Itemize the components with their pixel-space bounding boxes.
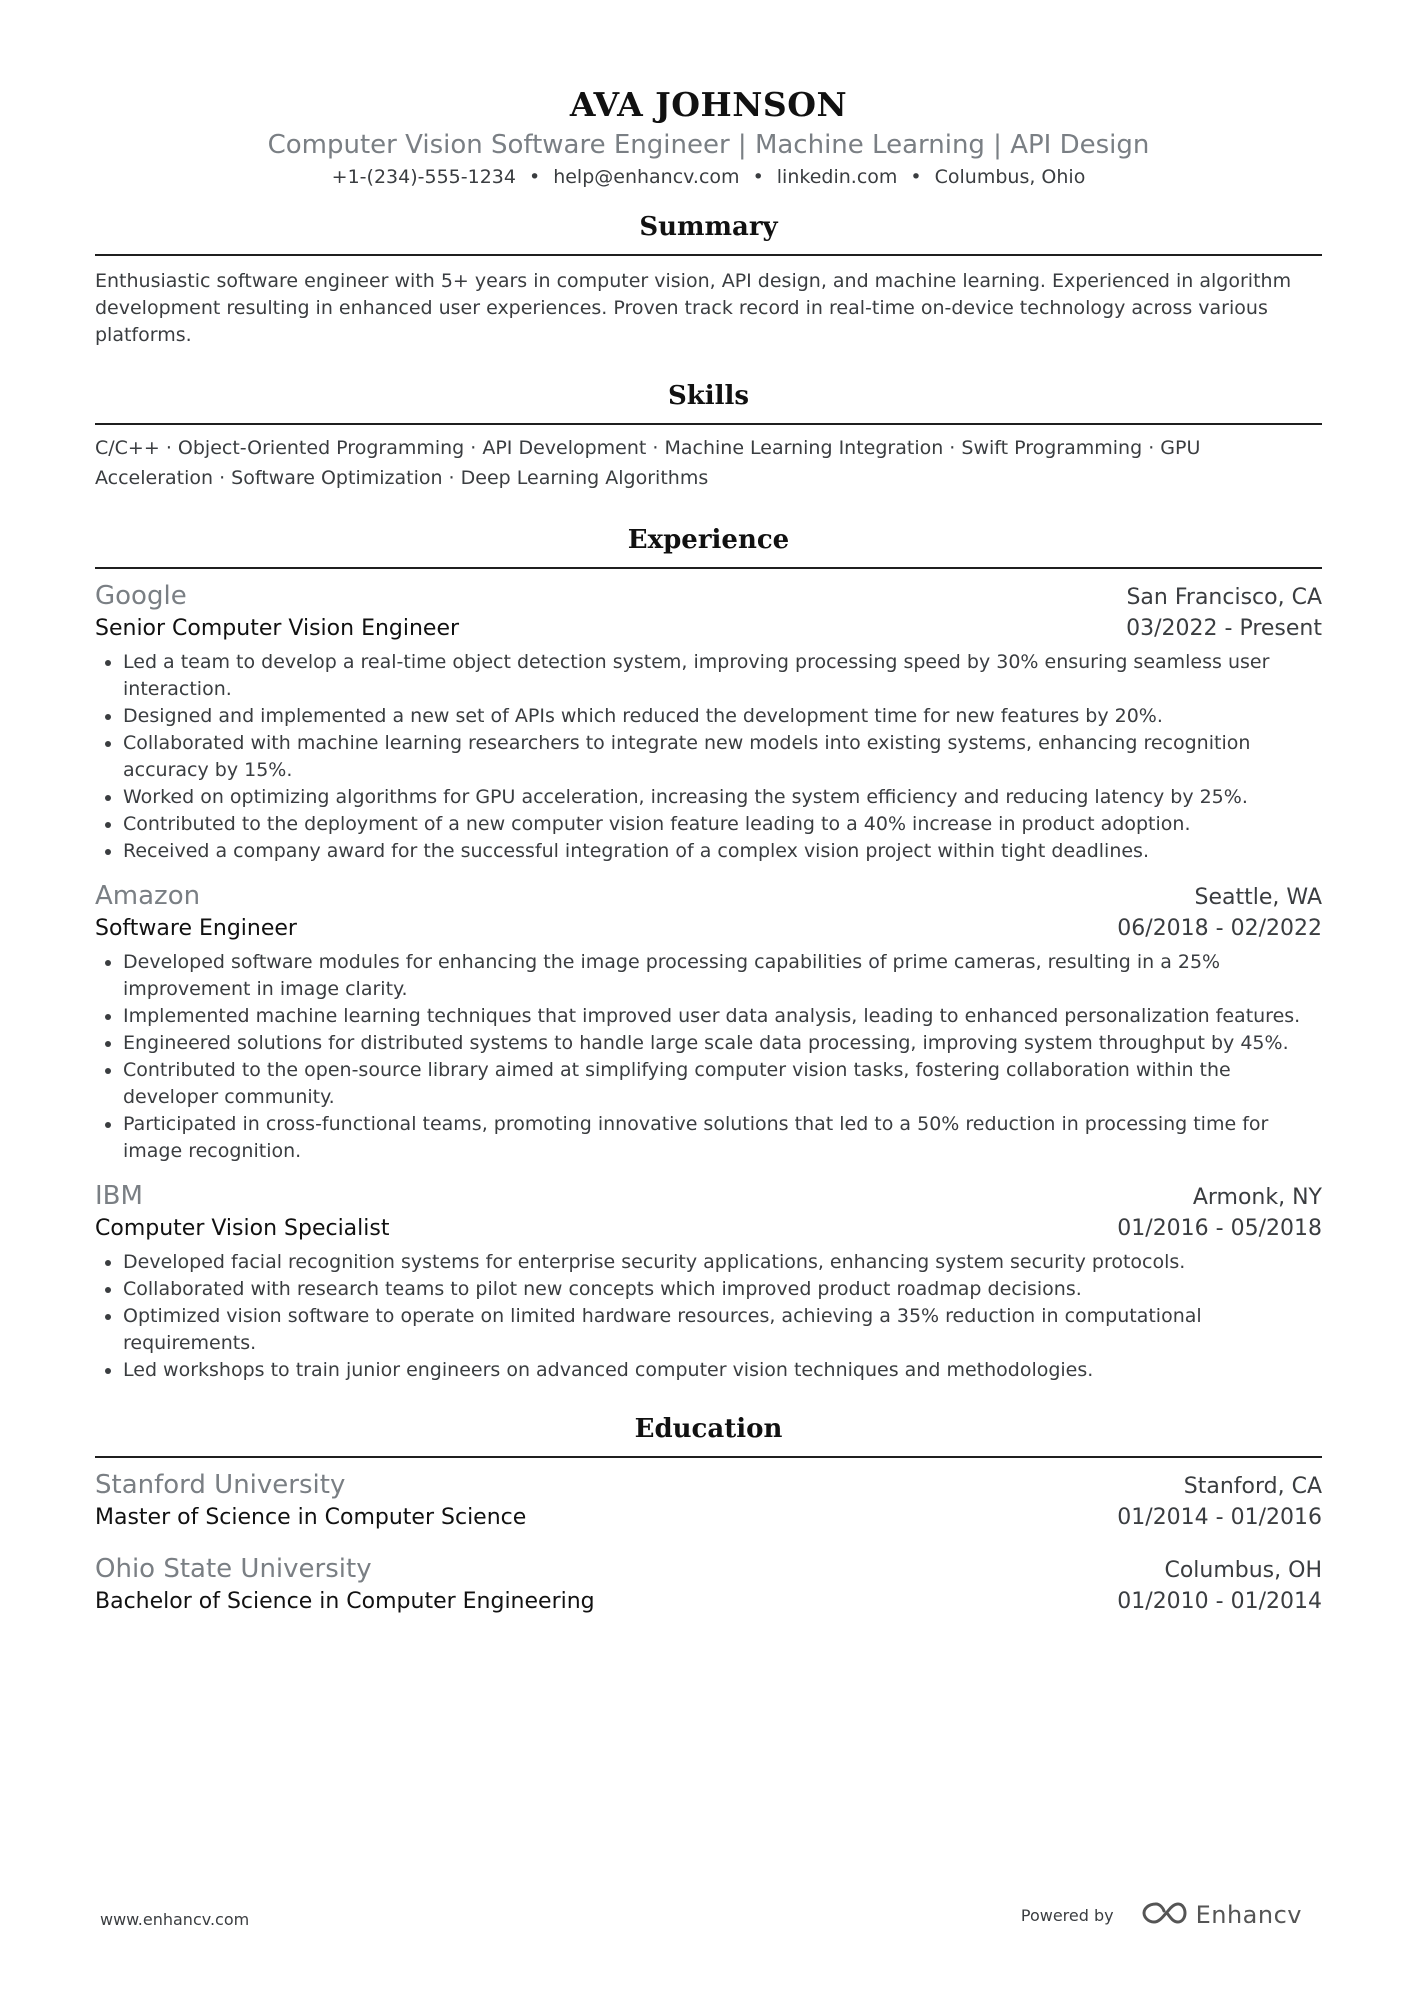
job-entry: [95, 879, 1322, 1165]
resume-header: [95, 0, 1322, 190]
education-header: [95, 1468, 1322, 1502]
list-item: • Collaborated with research teams to pilot new concepts which improved product roadmap decisions.: [123, 1276, 1322, 1303]
list-item: • Led workshops to train junior engineers on advanced computer vision techniques and methodologies.: [123, 1357, 1322, 1384]
job-location: Seattle, WA: [1194, 885, 1322, 910]
education-section: [95, 1412, 1322, 1618]
education-header: [95, 1552, 1322, 1586]
list-item: • Collaborated with machine learning researchers to integrate new models into existing systems, enhancing recognition accuracy by 15%.: [123, 730, 1322, 784]
email: help@enhancv.com: [553, 166, 740, 188]
list-item: • Designed and implemented a new set of APIs which reduced the development time for new features by 20%.: [123, 703, 1322, 730]
school: Ohio State University: [95, 1554, 372, 1584]
job-role: Computer Vision Specialist: [95, 1216, 390, 1241]
job-header: [95, 879, 1322, 913]
list-item: • Participated in cross-functional teams, promoting innovative solutions that led to a 50% reduction in processing time for image recognition.: [123, 1111, 1322, 1165]
degree: Bachelor of Science in Computer Engineering: [95, 1589, 595, 1614]
school-location: Columbus, OH: [1164, 1558, 1322, 1583]
job-dates: 03/2022 - Present: [1126, 616, 1322, 641]
experience-section: [95, 523, 1322, 1384]
list-item: • Received a company award for the successful integration of a complex vision project within tight deadlines.: [123, 838, 1322, 865]
enhancv-logo-icon: [1140, 1900, 1188, 1930]
list-item: • Worked on optimizing algorithms for GPU acceleration, increasing the system efficiency and reducing latency by 25%.: [123, 784, 1322, 811]
separator-dot: •: [752, 166, 764, 188]
skills-text: C/C++ · Object-Oriented Programming · API Development · Machine Learning Integration · Swift Programming · GPU Acceleration · Software Optimization · Deep Learning Algorithms: [95, 437, 1201, 489]
education-entry: [95, 1468, 1322, 1534]
job-entry: [95, 1179, 1322, 1384]
education-subheader: [95, 1586, 1322, 1618]
education-entry: [95, 1552, 1322, 1618]
company: Amazon: [95, 881, 201, 911]
phone: +1-(234)-555-1234: [331, 166, 516, 188]
job-subheader: [95, 913, 1322, 945]
job-header: [95, 1179, 1322, 1213]
list-item: • Developed facial recognition systems for enterprise security applications, enhancing system security protocols.: [123, 1249, 1322, 1276]
footer-branding: [1021, 1900, 1302, 1930]
company: Google: [95, 581, 187, 611]
school: Stanford University: [95, 1470, 346, 1500]
section-title-experience: Experience: [95, 523, 1322, 569]
section-title-skills: Skills: [95, 379, 1322, 425]
job-dates: 06/2018 - 02/2022: [1117, 916, 1322, 941]
footer-website[interactable]: www.enhancv.com: [100, 1910, 250, 1929]
job-location: Armonk, NY: [1192, 1185, 1322, 1210]
job-subheader: [95, 613, 1322, 645]
list-item: • Developed software modules for enhancing the image processing capabilities of prime cameras, resulting in a 25% improvement in image clarity.: [123, 949, 1322, 1003]
summary-text: Enthusiastic software engineer with 5+ years in computer vision, API design, and machine learning. Experienced in algorithm development resulting in enhanced user experiences. Proven track record in real-time on-device technology across various platforms.: [95, 270, 1292, 346]
job-dates: 01/2016 - 05/2018: [1117, 1216, 1322, 1241]
separator-dot: •: [910, 166, 922, 188]
job-role: Senior Computer Vision Engineer: [95, 616, 460, 641]
list-item: • Led a team to develop a real-time object detection system, improving processing speed by 30% ensuring seamless user interaction.: [123, 649, 1322, 703]
linkedin: linkedin.com: [776, 166, 898, 188]
list-item: • Contributed to the open-source library aimed at simplifying computer vision tasks, fostering collaboration within the developer community.: [123, 1057, 1322, 1111]
list-item: • Contributed to the deployment of a new computer vision feature leading to a 40% increase in product adoption.: [123, 811, 1322, 838]
summary-section: [95, 210, 1322, 349]
job-bullets: [95, 649, 1322, 865]
degree: Master of Science in Computer Science: [95, 1505, 527, 1530]
job-entry: [95, 579, 1322, 865]
education-dates: 01/2014 - 01/2016: [1117, 1505, 1322, 1530]
job-subheader: [95, 1213, 1322, 1245]
list-item: • Engineered solutions for distributed systems to handle large scale data processing, improving system throughput by 45%.: [123, 1030, 1322, 1057]
resume-page: [95, 0, 1322, 1618]
skills-section: [95, 379, 1322, 493]
section-title-summary: Summary: [95, 210, 1322, 256]
school-location: Stanford, CA: [1183, 1474, 1322, 1499]
job-location: San Francisco, CA: [1126, 585, 1322, 610]
company: IBM: [95, 1181, 143, 1211]
list-item: • Implemented machine learning techniques that improved user data analysis, leading to enhanced personalization features.: [123, 1003, 1322, 1030]
brand-name: Enhancv: [1195, 1901, 1302, 1929]
contact-line: [95, 164, 1322, 190]
education-dates: 01/2010 - 01/2014: [1117, 1589, 1322, 1614]
job-header: [95, 579, 1322, 613]
section-title-education: Education: [95, 1412, 1322, 1458]
candidate-name: AVA JOHNSON: [569, 85, 848, 124]
job-role: Software Engineer: [95, 916, 297, 941]
education-subheader: [95, 1502, 1322, 1534]
job-bullets: [95, 949, 1322, 1165]
separator-dot: •: [528, 166, 541, 188]
location: Columbus, Ohio: [934, 166, 1086, 188]
job-bullets: [95, 1249, 1322, 1384]
candidate-title: Computer Vision Software Engineer | Machine Learning | API Design: [267, 130, 1150, 160]
list-item: • Optimized vision software to operate on limited hardware resources, achieving a 35% reduction in computational requirements.: [123, 1303, 1322, 1357]
powered-by-label: Powered by: [1020, 1905, 1114, 1925]
